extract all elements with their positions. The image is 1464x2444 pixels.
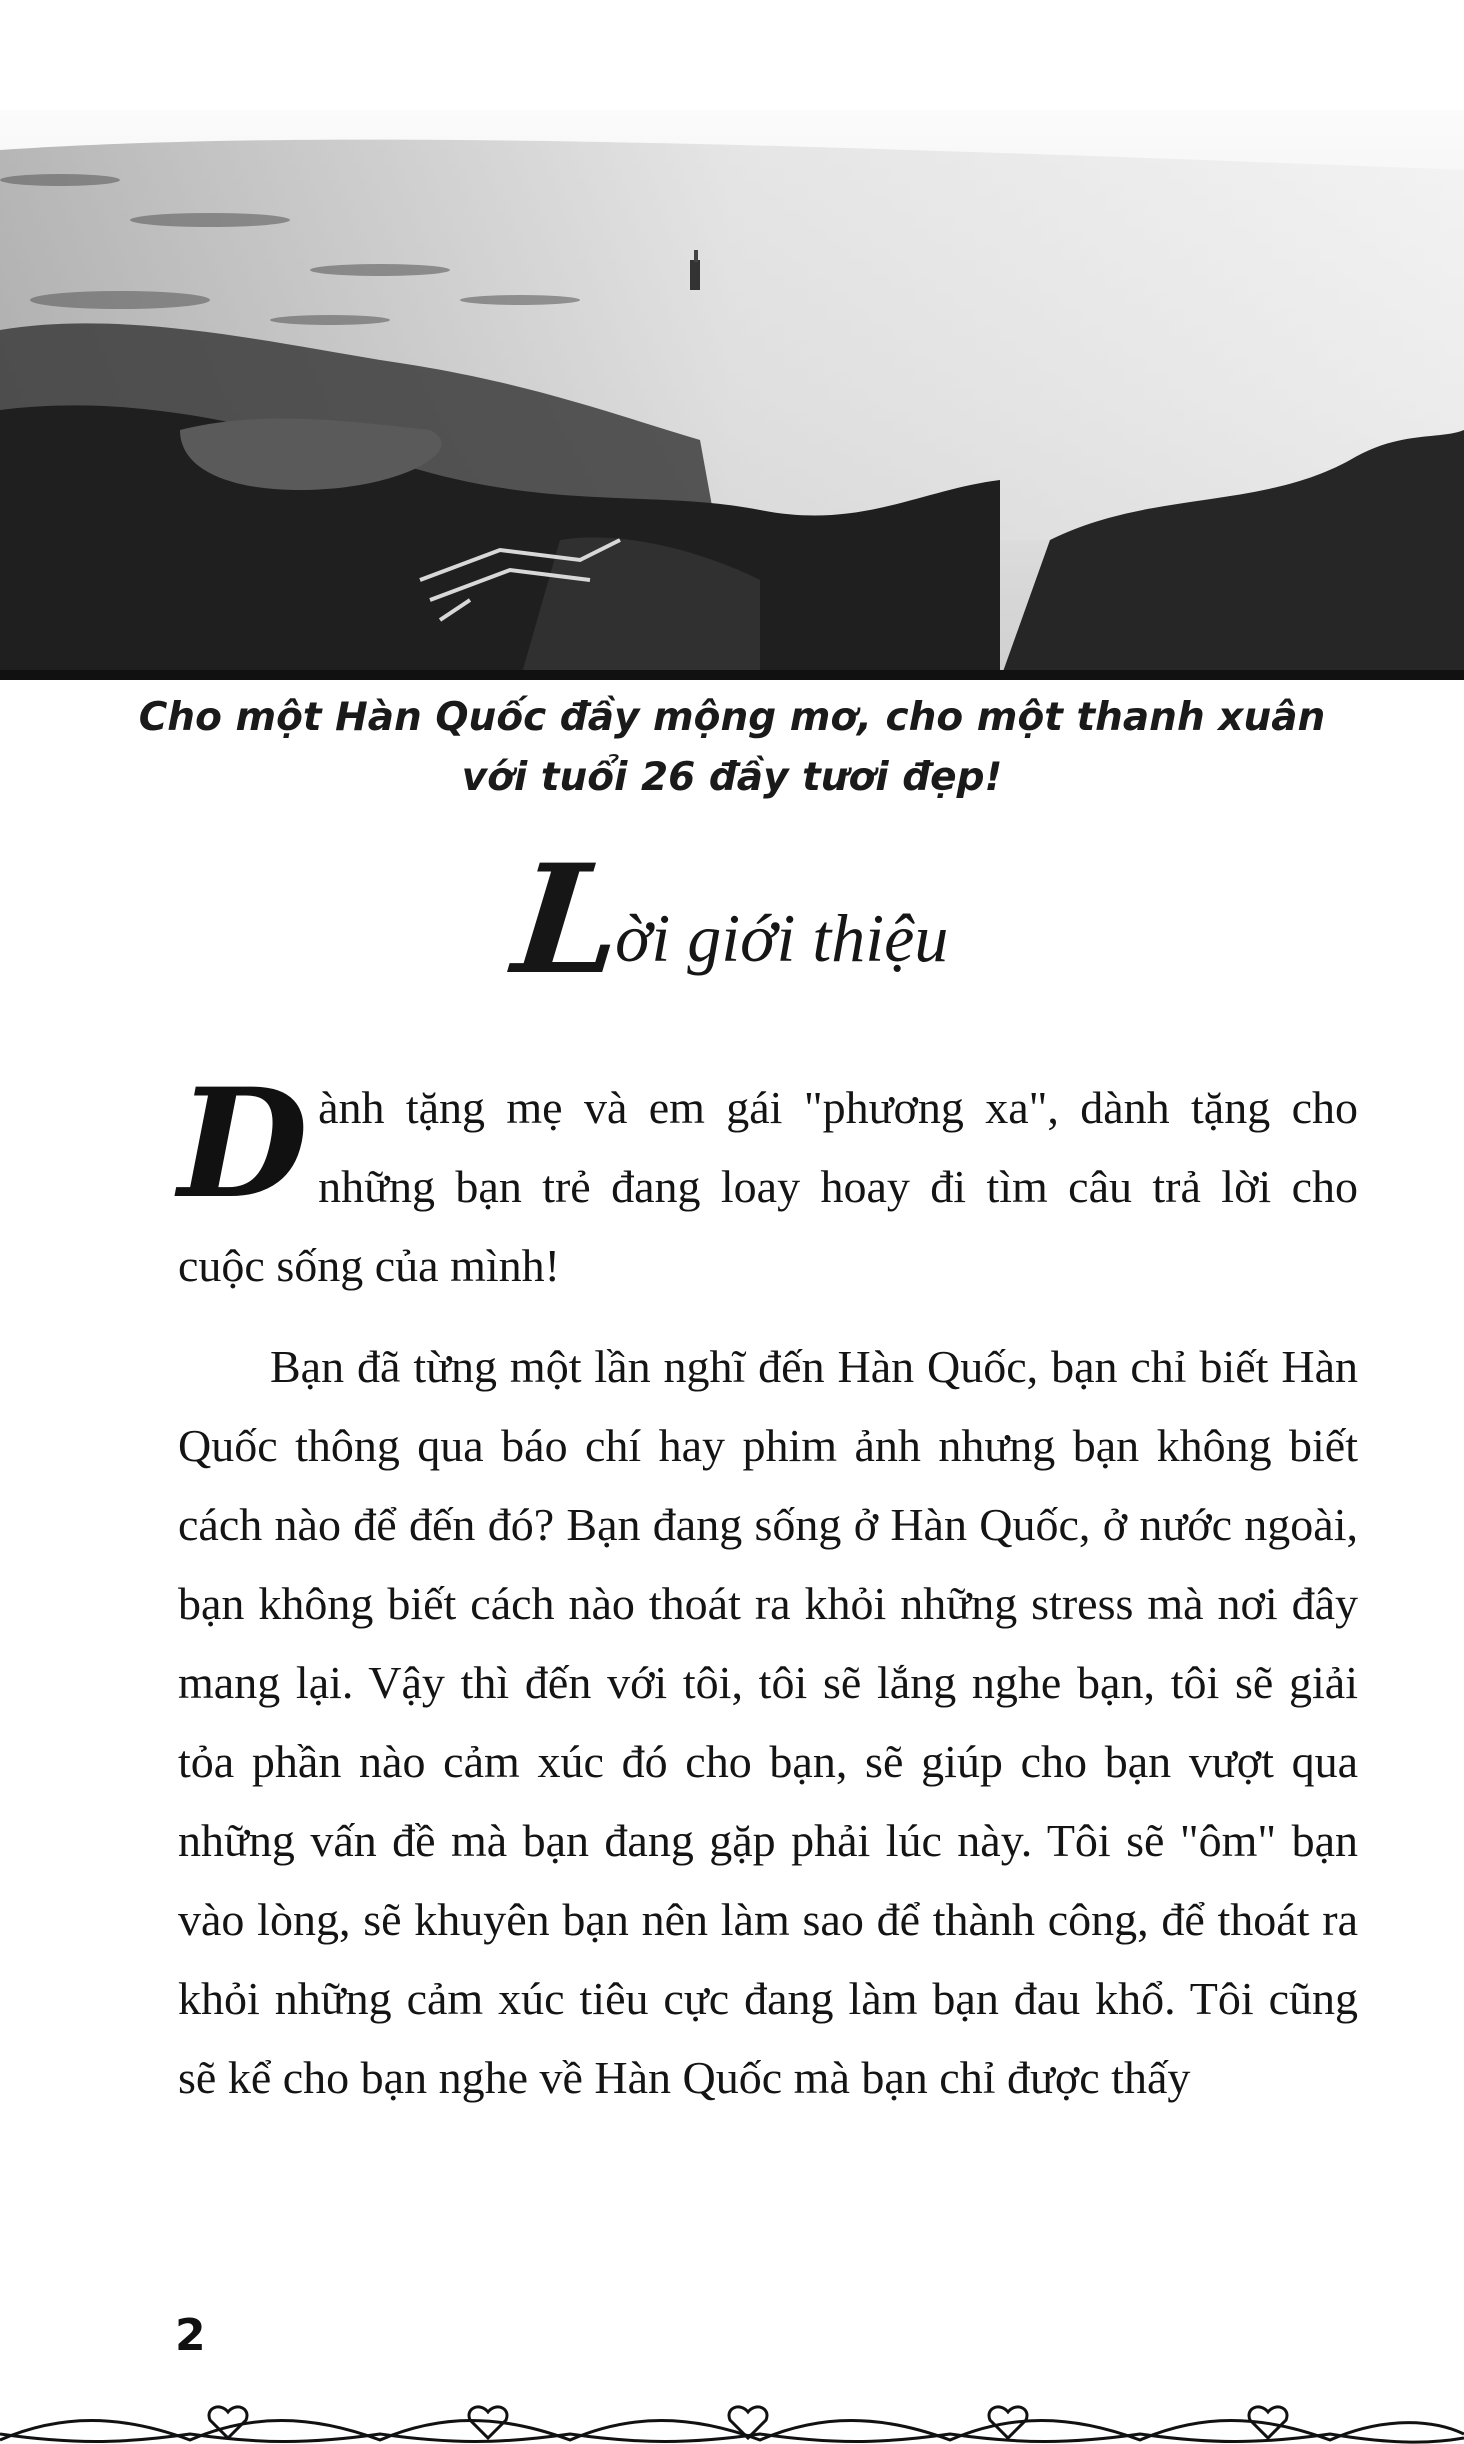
- drop-cap: D: [178, 1056, 309, 1232]
- paragraph-dedication-text: ành tặng mẹ và em gái "phương xa", dành tặng cho những bạn trẻ đang loay hoay đi tìm câu trả lời cho cuộc sống của mình!: [178, 1082, 1358, 1291]
- heart-border-ornament: [0, 2404, 1464, 2444]
- paragraph-introduction: Bạn đã từng một lần nghĩ đến Hàn Quốc, bạn chỉ biết Hàn Quốc thông qua báo chí hay phim ảnh nhưng bạn không biết cách nào để đến đó? Bạn đang sống ở Hàn Quốc, ở nước ngoài, bạn không biết cách nào thoát ra khỏi những stress mà nơi đây mang lại. Vậy thì đến với tôi, tôi sẽ lắng nghe bạn, tôi sẽ giải tỏa phần nào cảm xúc đó cho bạn, sẽ giúp cho bạn vượt qua những vấn đề mà bạn đang gặp phải lúc này. Tôi sẽ "ôm" bạn vào lòng, sẽ khuyên bạn nên làm sao để thành công, để thoát ra khỏi những cảm xúc tiêu cực đang làm bạn đau khổ. Tôi cũng sẽ kể cho bạn nghe về Hàn Quốc mà bạn chỉ được thấy: [178, 1341, 1358, 2103]
- title-text: ời giới thiệu: [615, 899, 949, 976]
- caption-line-2: với tuổi 26 đầy tươi đẹp!: [461, 755, 1003, 800]
- seascape-illustration: [0, 110, 1464, 680]
- caption-line-1: Cho một Hàn Quốc đầy mộng mơ, cho một thanh xuân: [138, 695, 1326, 740]
- photo-caption: [0, 688, 1464, 808]
- body-text: [178, 1056, 1358, 2117]
- heart-icon: [209, 2407, 247, 2438]
- paragraph-dedication: [178, 1056, 1358, 1305]
- title-initial: L: [506, 832, 631, 1008]
- coastal-photo: [0, 110, 1464, 680]
- page-number: 2: [175, 2310, 206, 2361]
- page-title: [0, 832, 1464, 1010]
